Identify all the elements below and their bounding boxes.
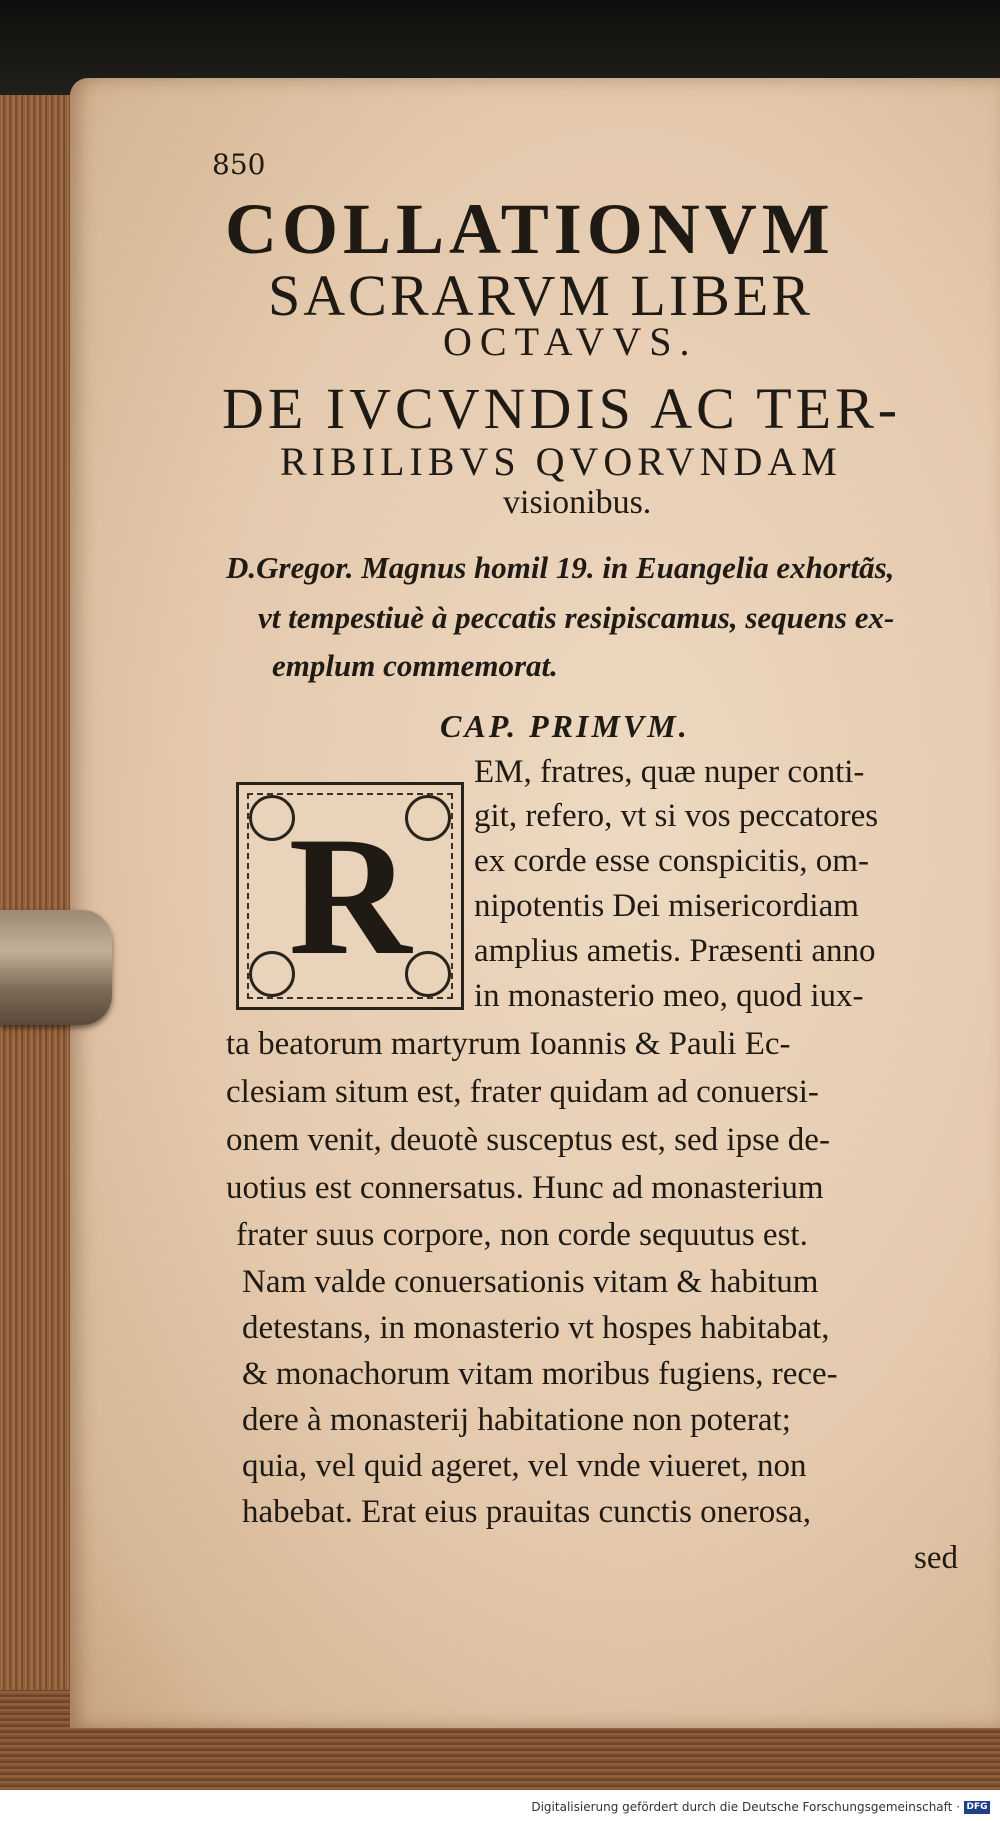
dfg-logo: DFG [964, 1801, 990, 1814]
chapter-heading: CAP. PRIMVM. [440, 708, 690, 744]
footer-credit [531, 1800, 990, 1814]
body-line: & monachorum vitam moribus fugiens, rece- [242, 1356, 838, 1392]
body-line: habebat. Erat eius prauitas cunctis onerosa, [242, 1494, 812, 1530]
body-line: amplius ametis. Præsenti anno [474, 933, 876, 969]
decorated-initial [236, 782, 464, 1010]
title-line-4: DE IVCVNDIS AC TER- [222, 376, 902, 441]
title-line-3: OCTAVVS. [443, 319, 698, 364]
body-line: quia, vel quid ageret, vel vnde viueret, non [242, 1448, 807, 1484]
body-line: git, refero, vt si vos peccatores [474, 798, 879, 834]
book-clasp [0, 910, 112, 1025]
body-line: in monasterio meo, quod iux- [474, 978, 864, 1014]
title-line-1: COLLATIONVM [225, 189, 835, 269]
body-line: Nam valde conuersationis vitam & habitum [242, 1264, 819, 1300]
body-line: EM, fratres, quæ nuper conti- [474, 754, 865, 790]
title-line-5: RIBILIBVS QVORVNDAM [280, 439, 842, 484]
intro-line-1: D.Gregor. Magnus homil 19. in Euangelia exhortãs, [226, 550, 895, 585]
catchword: sed [914, 1540, 958, 1576]
body-line: ta beatorum martyrum Ioannis & Pauli Ec- [226, 1026, 791, 1062]
body-line: uotius est connersatus. Hunc ad monasterium [226, 1170, 824, 1206]
page-number: 850 [212, 148, 266, 181]
body-line: nipotentis Dei misericordiam [474, 888, 859, 924]
body-line: ex corde esse conspicitis, om- [474, 843, 869, 879]
body-line: clesiam situm est, frater quidam ad conuersi- [226, 1074, 819, 1110]
title-line-6: visionibus. [503, 484, 652, 521]
title-line-2: SACRARVM LIBER [268, 263, 813, 328]
body-line: frater suus corpore, non corde sequutus est. [236, 1217, 808, 1253]
intro-line-2: vt tempestiuè à peccatis resipiscamus, sequens ex- [258, 600, 895, 635]
drop-cap-letter: R [288, 801, 412, 990]
body-line: onem venit, deuotè susceptus est, sed ipse de- [226, 1122, 830, 1158]
body-line: dere à monasterij habitatione non poterat; [242, 1402, 791, 1438]
credit-text: Digitalisierung gefördert durch die Deutsche Forschungsgemeinschaft · [531, 1800, 960, 1814]
body-line: detestans, in monasterio vt hospes habitabat, [242, 1310, 830, 1346]
intro-line-3: emplum commemorat. [272, 648, 558, 683]
